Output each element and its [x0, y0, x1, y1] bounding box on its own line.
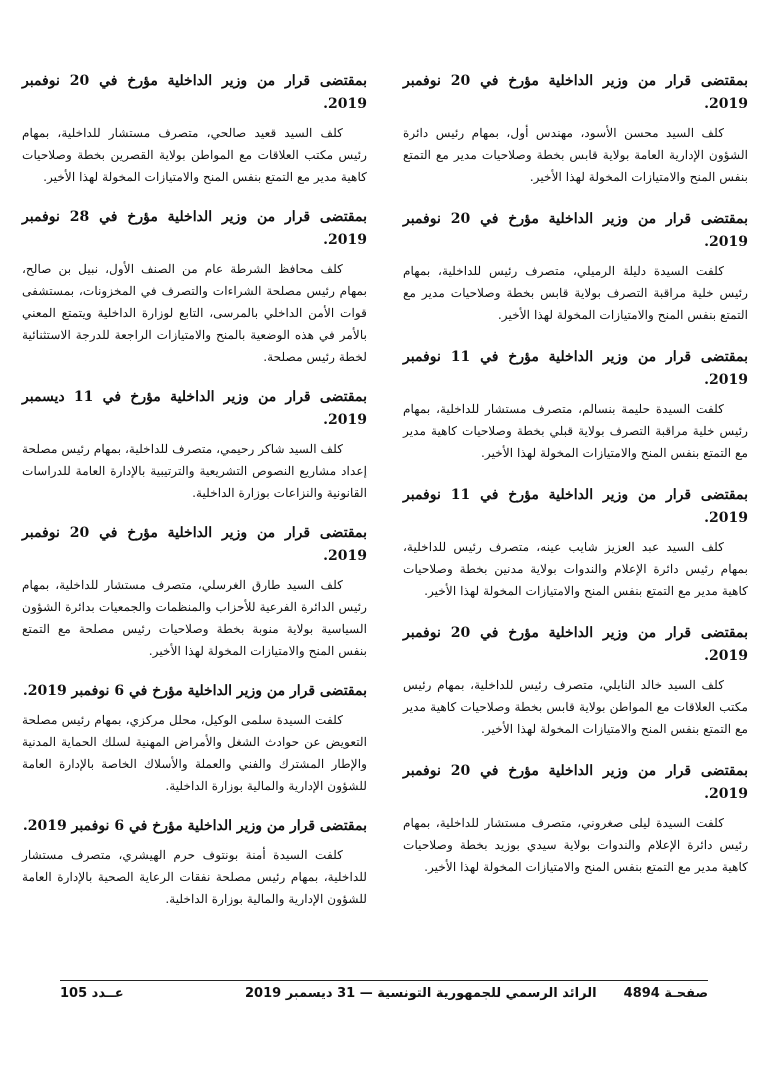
decree-title: بمقتضى قرار من وزير الداخلية مؤرخ في 11 نوفمبر 2019. [403, 487, 748, 526]
decree-title: بمقتضى قرار من وزير الداخلية مؤرخ في 20 نوفمبر 2019. [22, 73, 367, 112]
decree-body: كلف السيد عبد العزيز شايب عينه، متصرف رئيس للداخلية، بمهام رئيس دائرة الإعلام والندوات بولاية مدنين بخطة وصلاحيات كاهية مدير مع التمتع بنفس المنح والامتيازات المخولة لهذا الأخير. [403, 540, 748, 598]
page-footer [60, 986, 708, 1010]
decree-entry [22, 70, 367, 188]
decree-title: بمقتضى قرار من وزير الداخلية مؤرخ في 20 نوفمبر 2019. [403, 211, 748, 250]
decree-entry [403, 622, 748, 740]
page-number: صفحـة 4894 [623, 986, 708, 1001]
decree-body: كلفت السيدة حليمة بنسالم، متصرف مستشار للداخلية، بمهام رئيس خلية مراقبة التصرف بولاية قبلي بخطة وصلاحيات كاهية مدير مع التمتع بنفس المنح والامتيازات المخولة لهذا الأخير. [403, 402, 748, 460]
decree-title: بمقتضى قرار من وزير الداخلية مؤرخ في 6 نوفمبر 2019. [22, 818, 367, 834]
decree-body: كلف السيد شاكر رحيمي، متصرف للداخلية، بمهام رئيس مصلحة إعداد مشاريع النصوص التشريعية والترتيبية بالإدارة العامة للدراسات القانونية والنزاعات بوزارة الداخلية. [22, 442, 367, 500]
decree-title: بمقتضى قرار من وزير الداخلية مؤرخ في 11 نوفمبر 2019. [403, 349, 748, 388]
decree-body: كلف السيد طارق الغرسلي، متصرف مستشار للداخلية، بمهام رئيس الدائرة الفرعية للأحزاب والمنظمات والجمعيات بدائرة الشؤون السياسية بولاية منوبة بخطة وصلاحيات رئيس مصلحة مع التمتع بنفس المنح والامتيازات المخولة لهذا الأخير. [22, 578, 367, 658]
left-column [22, 70, 367, 910]
decree-title: بمقتضى قرار من وزير الداخلية مؤرخ في 20 نوفمبر 2019. [403, 763, 748, 802]
decree-entry [22, 680, 367, 797]
issue-number: عــدد 105 [60, 986, 124, 1001]
decree-title: بمقتضى قرار من وزير الداخلية مؤرخ في 6 نوفمبر 2019. [22, 683, 367, 699]
decree-title: بمقتضى قرار من وزير الداخلية مؤرخ في 20 نوفمبر 2019. [22, 525, 367, 564]
decree-entry [403, 346, 748, 464]
decree-entry [22, 206, 367, 368]
decree-body: كلف محافظ الشرطة عام من الصنف الأول، نبيل بن صالح، بمهام رئيس مصلحة الشراءات والتصرف في المخزونات، بمستشفى قوات الأمن الداخلي بالمرسى، التابع لوزارة الداخلية ويتمتع المعني بالأمر في هذه الوضعية بالمنح والامتيازات الراجعة للدرجة الاستثنائية لخطة رئيس مصلحة. [22, 262, 367, 364]
decree-body: كلفت السيدة ليلى صغروني، متصرف مستشار للداخلية، بمهام رئيس دائرة الإعلام والندوات بولاية سيدي بوزيد بخطة وصلاحيات كاهية مدير مع التمتع بنفس المنح والامتيازات المخولة لهذا الأخير. [403, 816, 748, 874]
journal-title: الرائد الرسمي للجمهورية التونسية — 31 ديسمبر 2019 [245, 986, 597, 1001]
decree-entry [403, 760, 748, 878]
decree-title: بمقتضى قرار من وزير الداخلية مؤرخ في 11 ديسمبر 2019. [22, 389, 367, 428]
decree-title: بمقتضى قرار من وزير الداخلية مؤرخ في 20 نوفمبر 2019. [403, 625, 748, 664]
right-column [403, 70, 748, 878]
decree-entry [403, 208, 748, 326]
decree-entry [22, 522, 367, 662]
decree-entry [22, 815, 367, 910]
decree-entry [403, 70, 748, 188]
decree-body: كلف السيد خالد النايلي، متصرف رئيس للداخلية، بمهام رئيس مكتب العلاقات مع المواطن بولاية قابس بخطة وصلاحيات كاهية مدير مع التمتع بنفس المنح والامتيازات المخولة لهذا الأخير. [403, 678, 748, 736]
decree-title: بمقتضى قرار من وزير الداخلية مؤرخ في 20 نوفمبر 2019. [403, 73, 748, 112]
decree-body: كلفت السيدة أمنة بونتوف حرم الهيشري، متصرف مستشار للداخلية، بمهام رئيس مصلحة نفقات الرعاية الصحية بالإدارة العامة للشؤون الإدارية والمالية بوزارة الداخلية. [22, 848, 367, 906]
footer-divider [60, 980, 708, 981]
decree-title: بمقتضى قرار من وزير الداخلية مؤرخ في 28 نوفمبر 2019. [22, 209, 367, 248]
decree-body: كلف السيد محسن الأسود، مهندس أول، بمهام رئيس دائرة الشؤون الإدارية العامة بولاية قابس بخطة وصلاحيات مدير مع التمتع بنفس المنح والامتيازات المخولة لهذا الأخير. [403, 126, 748, 184]
decree-entry [403, 484, 748, 602]
decree-body: كلفت السيدة دليلة الرميلي، متصرف رئيس للداخلية، بمهام رئيس خلية مراقبة التصرف بولاية قابس بخطة وصلاحيات مدير مع التمتع بنفس المنح والامتيازات المخولة لهذا الأخير. [403, 264, 748, 322]
decree-entry [22, 386, 367, 504]
decree-body: كلف السيد قعيد صالحي، متصرف مستشار للداخلية، بمهام رئيس مكتب العلاقات مع المواطن بولاية القصرين بخطة وصلاحيات كاهية مدير مع التمتع بنفس المنح والامتيازات المخولة لهذا الأخير. [22, 126, 367, 184]
decree-body: كلفت السيدة سلمى الوكيل، محلل مركزي، بمهام رئيس مصلحة التعويض عن حوادث الشغل والأمراض المهنية لسلك الحماية المدنية والإطار المشترك والفني والعملة والأسلاك الخاصة بالإدارة العامة للشؤون الإدارية والمالية بوزارة الداخلية. [22, 713, 367, 793]
